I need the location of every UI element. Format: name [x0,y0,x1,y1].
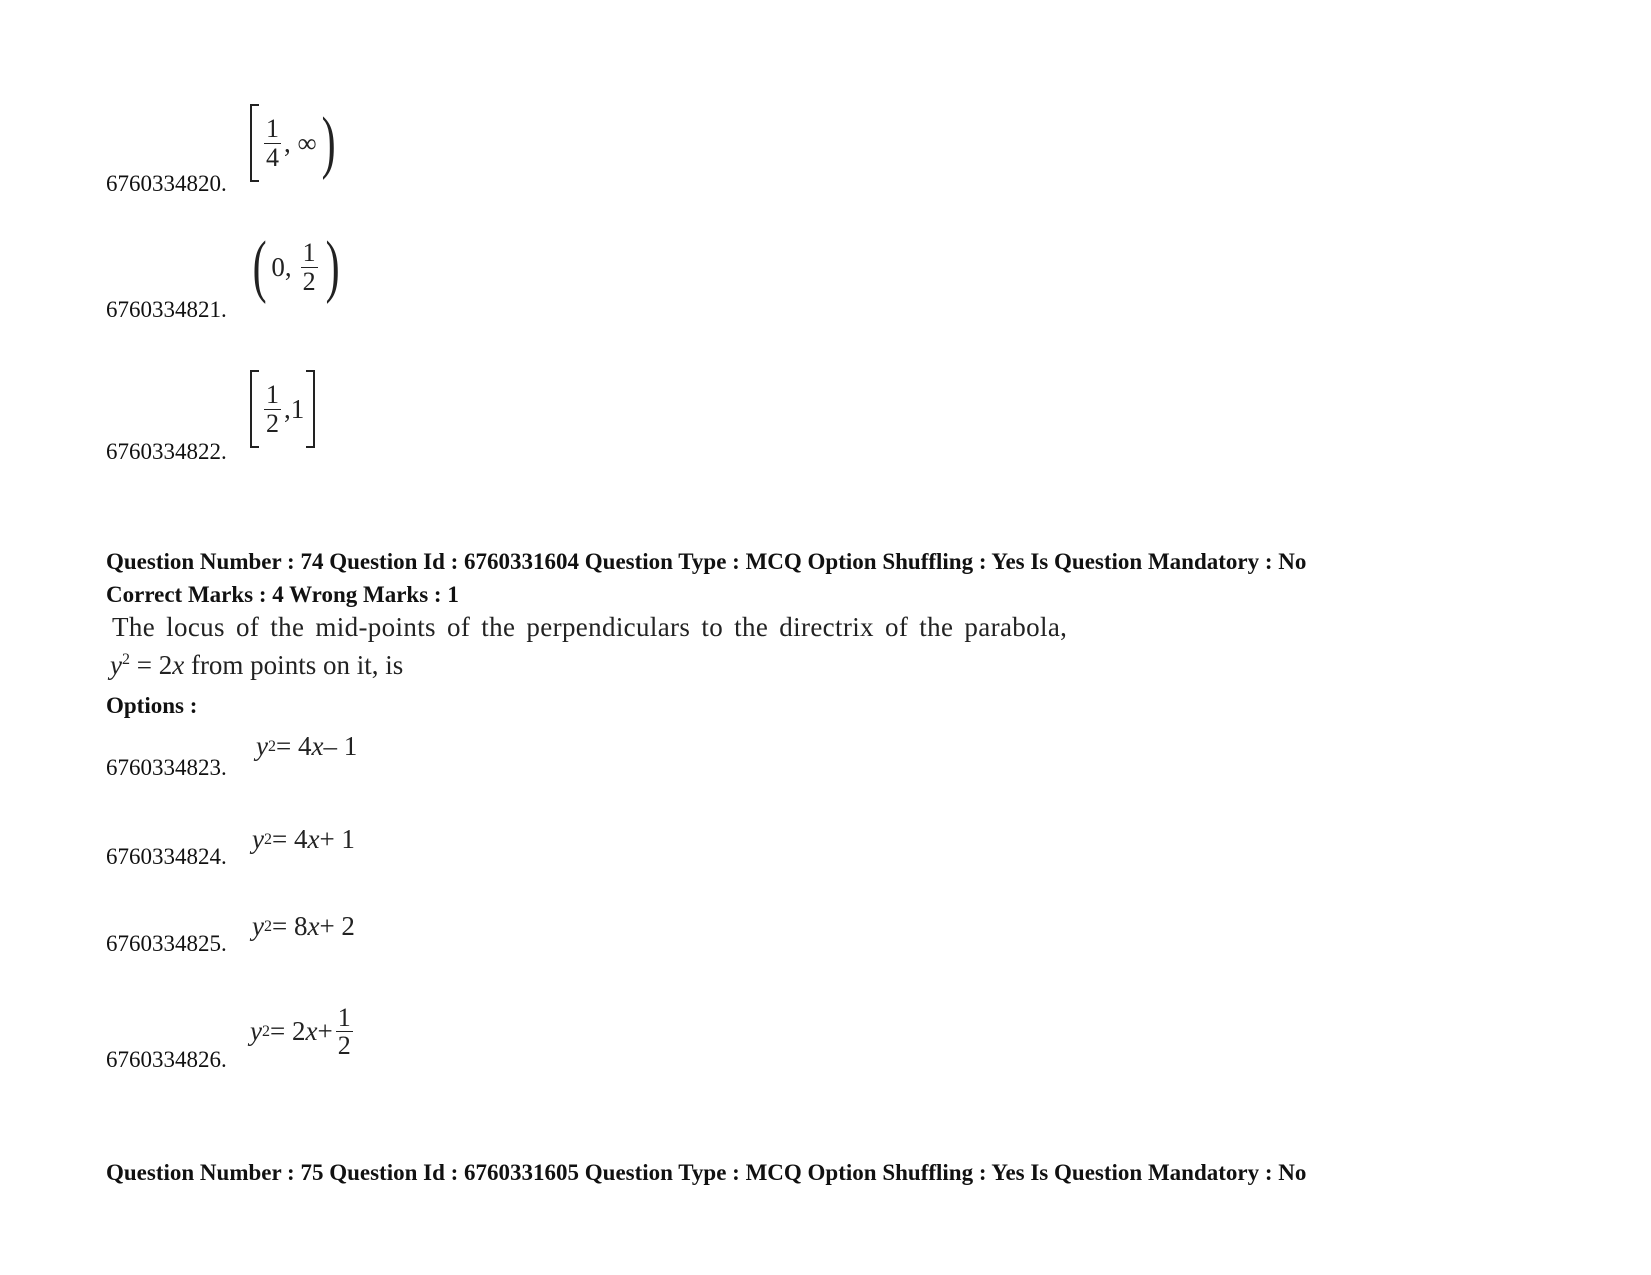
option-expression-interval-half-one [250,370,315,448]
equals-coef: = 2 [269,1016,306,1047]
var-y: y [256,731,268,761]
var-x: x [311,731,324,761]
option-id-6760334823: 6760334823. [106,755,227,780]
denominator: 2 [266,408,279,438]
numerator: 1 [266,380,279,410]
constant-term: + 2 [319,911,355,941]
question-74-header: Question Number : 74 Question Id : 6760331604 Question Type : MCQ Option Shuffling : Yes Is Question Mandatory : No [106,549,1307,574]
option-expression-interval-zero-half [248,228,344,305]
var-y: y [250,1016,262,1047]
var-y: y [252,824,264,854]
right-square-bracket [306,370,315,448]
constant-term: – 1 [323,731,358,761]
question-74-marks: Correct Marks : 4 Wrong Marks : 1 [106,582,459,607]
fraction [264,115,281,171]
denominator: 4 [266,142,279,172]
question-75-header: Question Number : 75 Question Id : 6760331605 Question Type : MCQ Option Shuffling : Yes Is Question Mandatory : No [106,1160,1307,1185]
interval-upper: , ∞ [284,127,317,158]
exponent: 2 [121,651,130,668]
var-x: x [307,824,320,854]
left-square-bracket [250,104,259,182]
interval-lower: 0, [271,251,292,282]
option-id-6760334821: 6760334821. [106,297,227,322]
option-id-6760334826: 6760334826. [106,1047,227,1072]
equals-coef: = 2 [129,650,173,680]
left-square-bracket [250,370,259,448]
right-parenthesis: ) [325,228,340,305]
equals-coef: = 4 [271,824,308,854]
fraction [264,381,281,437]
var-x: x [307,911,320,941]
denominator: 2 [337,1031,351,1061]
var-x: x [172,650,185,680]
plus-sign: + [317,1016,333,1047]
text-rest: from points on it, is [184,650,404,680]
option-id-6760334825: 6760334825. [106,931,227,956]
var-y: y [110,650,122,680]
option-id-6760334822: 6760334822. [106,439,227,464]
numerator: 1 [337,1003,351,1032]
fraction [336,1004,353,1060]
fraction [301,239,318,295]
constant-term: + 1 [319,824,355,854]
numerator: 1 [302,238,316,268]
question-74-text-line1: The locus of the mid-points of the perpendiculars to the directrix of the parabola, [112,612,1068,642]
option-expression-interval-quarter-infinity [250,104,340,182]
numerator: 1 [266,114,279,144]
option-expression: y 2 = 2 x + $\frac{1}{2}$ [250,1003,351,1061]
interval-upper: ,1 [284,393,305,424]
question-74-text-line2 [110,652,403,679]
right-parenthesis: ) [321,104,336,181]
option-id-6760334824: 6760334824. [106,844,227,869]
option-id-6760334820: 6760334820. [106,171,227,196]
equals-coef: = 8 [271,911,308,941]
left-parenthesis: ( [252,228,267,305]
option-expression: y 2 = 8 x + 2 [252,911,355,941]
equals-coef: = 4 [275,731,312,761]
option-expression: y 2 = 4 x + 1 [252,824,355,854]
option-expression: y 2 = 4 x – 1 [256,731,358,761]
var-x: x [305,1016,318,1047]
var-y: y [252,911,264,941]
options-label: Options : [106,693,198,718]
denominator: 2 [302,266,316,296]
